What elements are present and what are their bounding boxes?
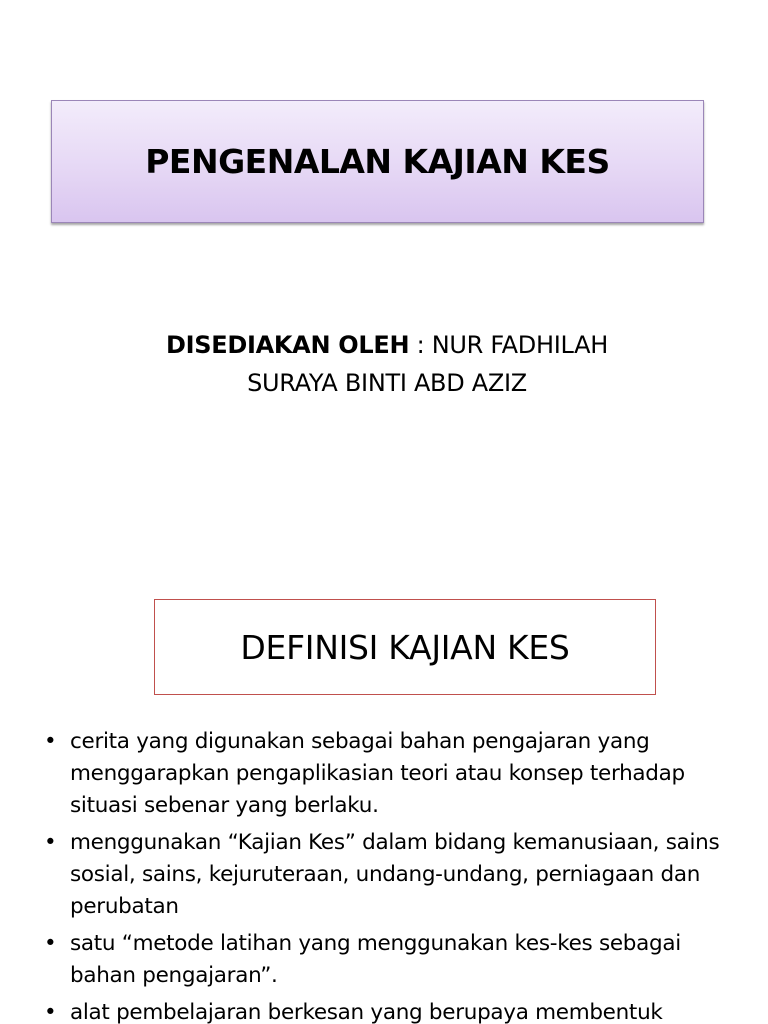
bullet-icon: • [44,729,57,754]
page-title: PENGENALAN KAJIAN KES [145,142,610,181]
list-item [44,726,744,822]
author-separator: : [409,331,432,359]
author-name-line2: SURAYA BINTI ABD AZIZ [247,369,527,397]
title-box [51,100,704,223]
bullet-text: cerita yang digunakan sebagai bahan pengajaran yang menggarapkan pengaplikasian teori atau konsep terhadap situasi sebenar yang berlaku. [70,729,685,818]
list-item [44,997,744,1024]
author-name-line1: NUR FADHILAH [431,331,608,359]
definition-bullet-list [44,726,744,1024]
author-credit [80,326,694,402]
bullet-icon: • [44,1000,57,1024]
bullet-icon: • [44,931,57,956]
bullet-text: satu “metode latihan yang menggunakan kes-kes sebagai bahan pengajaran”. [70,931,681,988]
bullet-icon: • [44,830,57,855]
author-label: DISEDIAKAN OLEH [166,331,410,359]
list-item [44,827,744,923]
bullet-text: menggunakan “Kajian Kes” dalam bidang kemanusiaan, sains sosial, sains, kejuruteraan, undang-undang, perniagaan dan perubatan [70,830,720,919]
definition-heading: DEFINISI KAJIAN KES [240,627,570,667]
definition-heading-box [154,599,656,695]
bullet-text: alat pembelajaran berkesan yang berupaya membentuk [70,1000,663,1024]
list-item [44,928,744,992]
